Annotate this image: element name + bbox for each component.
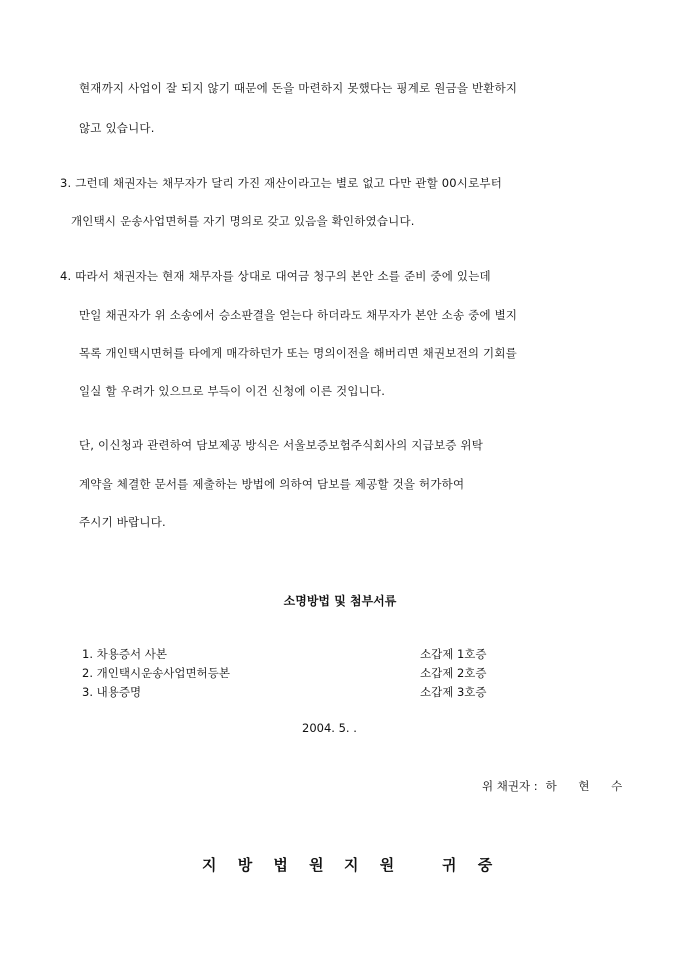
court-name: 지 방 법 원 — [202, 856, 332, 874]
evidence-item-code: 소갑제 2호증 — [420, 666, 487, 680]
evidence-item-code: 소갑제 1호증 — [420, 647, 487, 661]
security-line-2: 계약을 체결한 문서를 제출하는 방법에 의하여 담보를 제공할 것을 허가하여 — [79, 477, 465, 491]
creditor-label: 위 채권자 : — [482, 779, 538, 793]
body-line-1: 현재까지 사업이 잘 되지 않기 때문에 돈을 마련하지 못했다는 핑계로 원금을 반환하지 — [79, 81, 518, 95]
evidence-item-name: 2. 개인택시운송사업면허등본 — [82, 666, 230, 680]
security-line-3: 주시기 바랍니다. — [79, 515, 166, 529]
section-3-line-1: 3. 그런데 채권자는 채무자가 달리 가진 재산이라고는 별로 없고 다만 관할 00시로부터 — [60, 176, 503, 190]
section-4-line-1: 4. 따라서 채권자는 현재 채무자를 상대로 대여금 청구의 본안 소를 준비 중에 있는데 — [60, 269, 491, 283]
body-line-2: 않고 있습니다. — [79, 121, 155, 135]
creditor-name: 하 현 수 — [545, 779, 632, 793]
section-4-line-2: 만일 채권자가 위 소송에서 승소판결을 얻는다 하더라도 채무자가 본안 소송 중에 별지 — [79, 308, 518, 322]
filing-date: 2004. 5. . — [302, 721, 357, 735]
security-line-1: 단, 이신청과 관련하여 담보제공 방식은 서울보증보험주식회사의 지급보증 위탁 — [79, 438, 484, 452]
court-addressee: 귀 중 — [442, 856, 501, 874]
creditor-signature — [482, 778, 631, 794]
section-4-line-4: 일실 할 우려가 있으므로 부득이 이건 신청에 이른 것입니다. — [79, 384, 386, 398]
evidence-item-code: 소갑제 3호증 — [420, 685, 487, 699]
section-4-line-3: 목록 개인택시면허를 타에게 매각하던가 또는 명의이전을 해버리면 채권보전의 기회를 — [79, 346, 517, 360]
court-branch: 지 원 — [344, 856, 403, 874]
evidence-item-name: 1. 차용증서 사본 — [82, 647, 167, 661]
evidence-item-name: 3. 내용증명 — [82, 685, 142, 699]
section-3-line-2: 개인택시 운송사업면허를 자기 명의로 갖고 있음을 확인하였습니다. — [71, 214, 415, 228]
evidence-heading: 소명방법 및 첨부서류 — [283, 594, 397, 608]
